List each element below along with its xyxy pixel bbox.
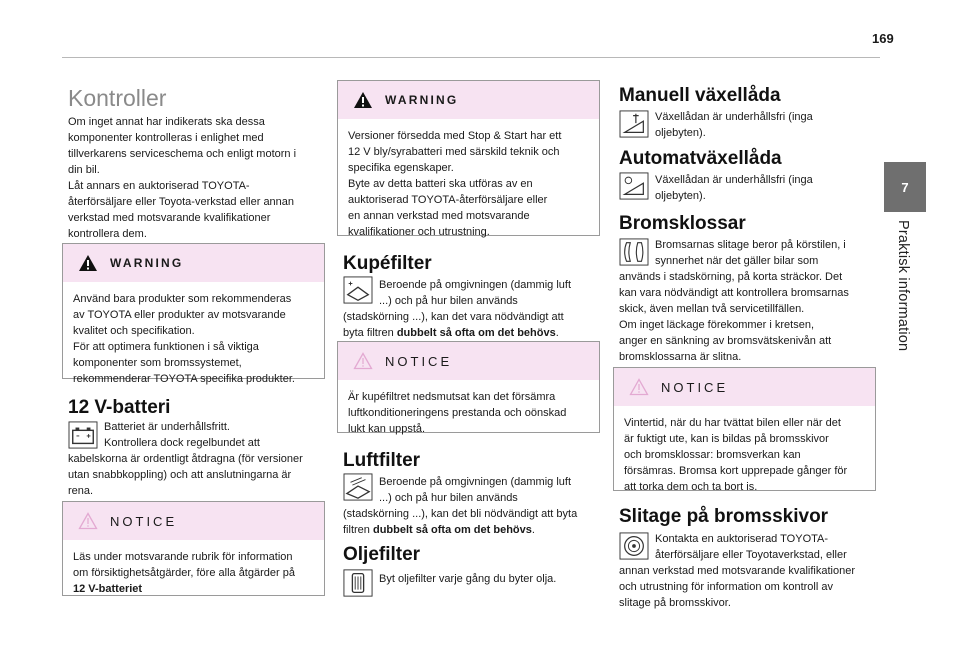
chapter-title: Praktisk information <box>895 220 911 352</box>
section-title-kontroller: Kontroller <box>68 85 167 111</box>
brake-discs-text: Kontakta en auktoriserad TOYOTA- återförsäljare eller Toyotaverkstad, eller annan verkstad med motsvarande kvalifikationer och utrustning för information om kontroll av slitage på bromsskivor. <box>619 533 856 609</box>
notice-title: NOTICE <box>661 379 729 395</box>
warning-icon <box>353 91 373 109</box>
warning-body: Använd bara produkter som rekommenderas av TOYOTA eller produkter av motsvarande kvalitet och specifikation. För att optimera funktionen i så viktiga komponenter som bromssystemet, rekommenderar TOYOTA specifika produkter. <box>73 293 295 385</box>
page-number: 169 <box>872 31 894 46</box>
oil-filter-icon <box>343 568 373 598</box>
intro-text: Om inget annat har indikerats ska dessa komponenter kontrolleras i enlighet med tillverkarens serviceschema och enligt motorn i din bil. Låt annars en auktoriserad TOYOTA- återförsäljare eller Toyota-verkstad eller annan verkstad med motsvarande kvalifikationer kontrollera dem. <box>68 116 297 240</box>
section-title-battery: 12 V-batteri <box>68 397 171 418</box>
warning-header <box>338 81 599 119</box>
section-title-oil-filter: Oljefilter <box>343 544 421 565</box>
section-title-brake-discs: Slitage på bromsskivor <box>619 506 829 527</box>
warning-title: WARNING <box>110 256 184 270</box>
warning-box-products <box>62 243 325 385</box>
automatic-gearbox-icon <box>619 172 649 200</box>
notice-body: Läs under motsvarande rubrik för information om försiktighetsåtgärder, före alla åtgärder på 12 V-batteriet <box>73 551 295 595</box>
manual-gearbox-text: Växellådan är underhållsfri (inga oljebyten). <box>655 111 813 139</box>
notice-title: NOTICE <box>385 353 453 369</box>
section-title-brake-pads: Bromsklossar <box>619 213 746 234</box>
automatic-gearbox-text: Växellådan är underhållsfri (inga oljebyten). <box>655 174 813 202</box>
section-title-manual-gearbox: Manuell växellåda <box>619 85 781 106</box>
oil-filter-text: Byt oljefilter varje gång du byter olja. <box>379 573 557 585</box>
notice-title: NOTICE <box>110 513 178 529</box>
notice-header <box>63 502 324 540</box>
brake-pads-text: Bromsarnas slitage beror på körstilen, i synnerhet när det gäller bilar som används i stadskörning, på korta sträckor. Det kan vara nödvändigt att kontrollera bromsarnas skick, även mellan två servicetillfällen. Om inget läckage förekommer i kretsen, anger en sänkning av bromsvätskenivån att bromsklossarna är slitna. <box>619 239 849 363</box>
warning-icon <box>78 254 98 272</box>
warning-title: WARNING <box>385 93 459 107</box>
section-title-automatic-gearbox: Automatväxellåda <box>619 148 782 169</box>
notice-box-brakes <box>613 367 876 491</box>
notice-header <box>338 342 599 380</box>
notice-header <box>614 368 875 406</box>
notice-box-cabin <box>337 341 600 433</box>
warning-body: Versioner försedda med Stop & Start har ett 12 V bly/syrabatteri med särskild teknik och specifika egenskaper. Byte av detta batteri ska utföras av en auktoriserad TOYOTA-återförsäljare eller en annan verkstad med motsvarande kvalifikationer och utrustning. <box>348 130 562 238</box>
header-rule <box>62 57 880 58</box>
notice-icon <box>78 512 98 530</box>
warning-header <box>63 244 324 282</box>
chapter-number: 7 <box>901 179 909 195</box>
notice-body: Vintertid, när du har tvättat bilen eller när det är fuktigt ute, kan is bildas på bromsskivor och bromsklossar: bromsverkan kan försämras. Bromsa kort upprepade gånger för att torka dem och ta bort is. <box>624 417 848 493</box>
section-title-air-filter: Luftfilter <box>343 450 421 471</box>
notice-box-battery <box>62 501 325 596</box>
section-title-cabin-filter: Kupéfilter <box>343 253 432 274</box>
notice-body: Är kupéfiltret nedsmutsat kan det försämra luftkonditioneringens prestanda och oönskad lukt kan uppstå. <box>348 391 567 435</box>
warning-box-stopstart <box>337 80 600 236</box>
chapter-tab <box>884 162 926 212</box>
notice-icon <box>629 378 649 396</box>
gearbox-icon <box>619 110 649 138</box>
battery-text: Batteriet är underhållsfritt. Kontrollera dock regelbundet att kabelskorna är ordentligt åtdragna (för versioner utan snabbkoppling) och att anslutningarna är rena. <box>68 421 303 497</box>
cabin-filter-text: Beroende på omgivningen (dammig luft ...) och på hur bilen används (stadskörning ...), kan det vara nödvändigt att byta filtren dubbelt så ofta om det behövs. <box>343 279 572 339</box>
notice-icon <box>353 352 373 370</box>
air-filter-text: Beroende på omgivningen (dammig luft ...) och på hur bilen används (stadskörning ...), kan det bli nödvändigt att byta filtren dubbelt så ofta om det behövs. <box>343 476 578 536</box>
